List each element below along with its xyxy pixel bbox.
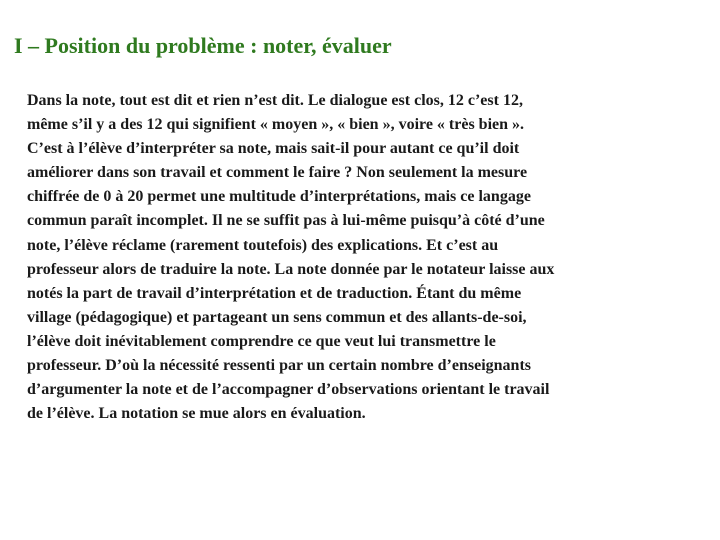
body-line: C’est à l’élève d’interpréter sa note, mais sait-il pour autant ce qu’il doit <box>27 140 520 158</box>
body-line: Dans la note, tout est dit et rien n’est dit. Le dialogue est clos, 12 c’est 12, <box>27 92 523 109</box>
slide-title: I – Position du problème : noter, évaluer <box>14 33 392 58</box>
body-line: note, l’élève réclame (rarement toutefois) des explications. Et c’est au <box>27 236 499 254</box>
body-line: chiffrée de 0 à 20 permet une multitude d’interprétations, mais ce langage <box>27 188 531 206</box>
body-line: professeur. D’où la nécessité ressenti par un certain nombre d’enseignants <box>27 357 531 375</box>
body-line: de l’élève. La notation se mue alors en évaluation. <box>27 405 366 423</box>
body-line: l’élève doit inévitablement comprendre ce que veut lui transmettre le <box>27 332 496 350</box>
body-line: village (pédagogique) et partageant un sens commun et des allants-de-soi, <box>27 308 527 326</box>
body-line: notés la part de travail d’interprétation et de traduction. Étant du même <box>27 284 522 302</box>
body-line: commun paraît incomplet. Il ne se suffit pas à lui-même puisqu’à côté d’une <box>27 212 545 230</box>
body-line: améliorer dans son travail et comment le faire ? Non seulement la mesure <box>27 164 528 182</box>
body-line: professeur alors de traduire la note. La note donnée par le notateur laisse aux <box>27 260 555 278</box>
body-paragraph <box>27 89 695 426</box>
body-line: même s’il y a des 12 qui signifient « moyen », « bien », voire « très bien ». <box>27 116 525 134</box>
body-line: d’argumenter la note et de l’accompagner d’observations orientant le travail <box>27 381 550 399</box>
